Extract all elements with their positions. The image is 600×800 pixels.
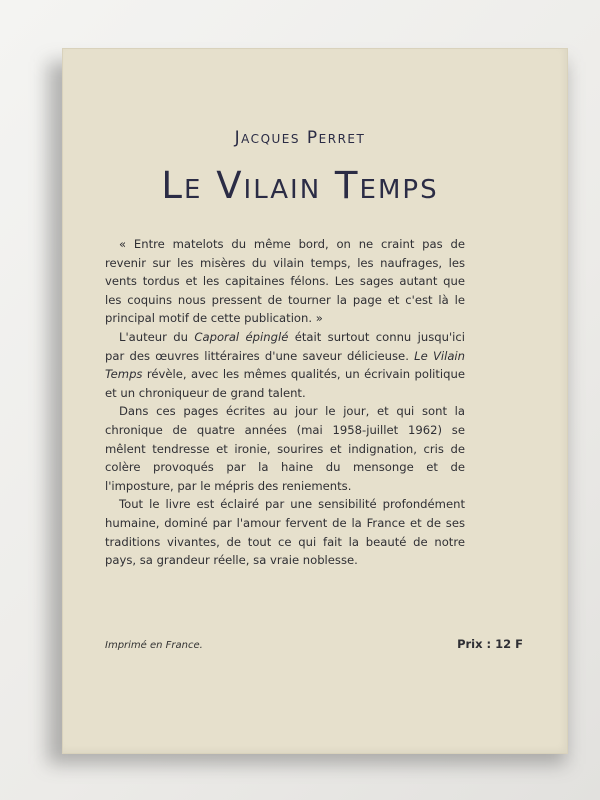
book-reference-caporal: Caporal épinglé (194, 329, 289, 344)
blurb-text-segment: était surtout connu jusqu'ici par des œuvres littéraires d'une saveur délicieuse. (105, 329, 465, 363)
printed-in-france: Imprimé en France. (105, 640, 203, 651)
blurb-paragraph-2 (105, 328, 465, 402)
blurb-text-segment: L'auteur du (119, 329, 195, 344)
blurb-text (105, 235, 465, 570)
book-reference-vilain-temps: Le Vilain Temps (105, 348, 466, 382)
author-name: Jacques Perret (234, 128, 366, 148)
blurb-paragraph-4: Tout le livre est éclairé par une sensibilité profondément humaine, dominé par l'amour fervent de la France et de ses traditions vivantes, de tout ce qui fait la beauté de notre pays, sa grandeur réelle, sa vraie noblesse. (105, 497, 465, 568)
book-title: Le Vilain Temps (161, 164, 439, 207)
price-label: Prix : 12 F (457, 637, 523, 651)
blurb-paragraph-3: Dans ces pages écrites au jour le jour, et qui sont la chronique de quatre années (mai 1958-juillet 1962) se mêlent tendresse et ironie, sourires et indignation, cris de colère provoqués par la haine du mensonge et de l'imposture, par le mépris des reniements. (105, 404, 465, 493)
blurb-text-segment: révèle, avec les mêmes qualités, un écrivain politique et un chroniqueur de grand talent. (105, 367, 465, 400)
blurb-paragraph-1: « Entre matelots du même bord, on ne craint pas de revenir sur les misères du vilain temps, les naufrages, les vents tordus et les capitaines félons. Les sages autant que les coquins nous pressent de tourner la page et c'est là le principal motif de cette publication. » (105, 237, 465, 326)
